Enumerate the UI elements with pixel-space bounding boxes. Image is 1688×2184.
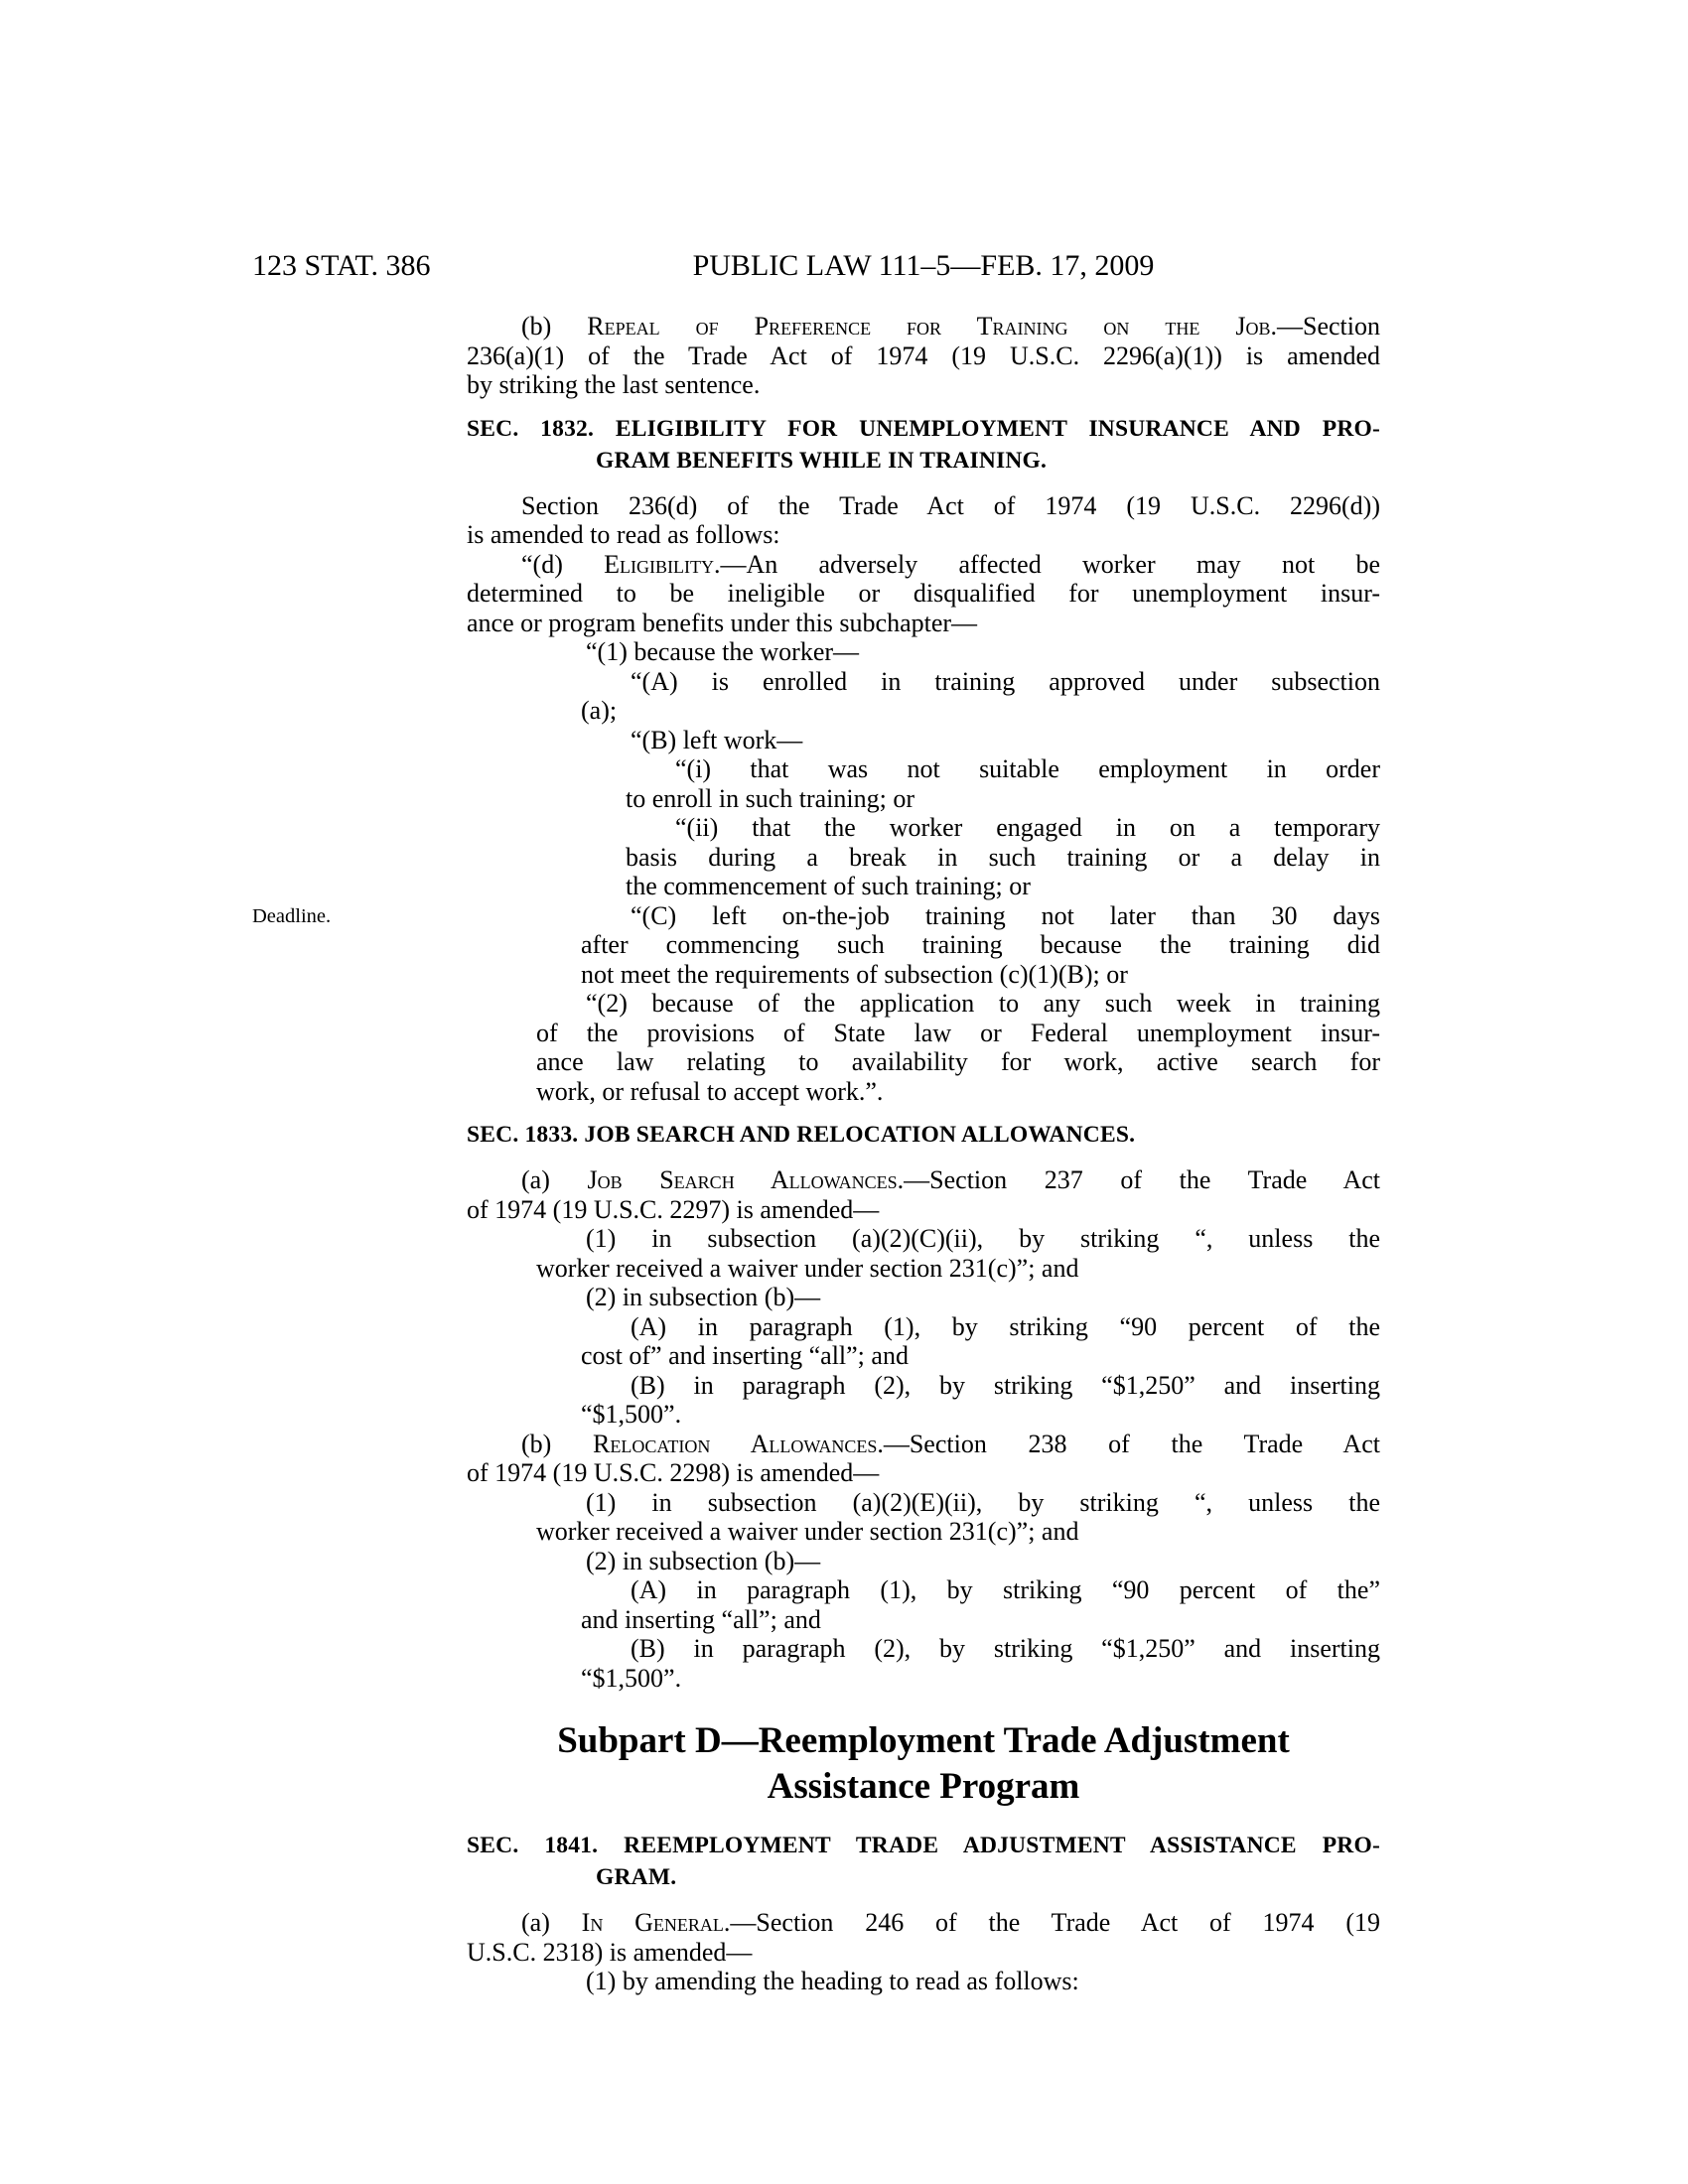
text-line xyxy=(467,1718,1380,1764)
text-line xyxy=(467,784,1380,814)
text-run: Section 236(d) of the Trade Act of 1974 (19 U.S.C. 2296(d)) xyxy=(521,490,1380,520)
text-run: 236(a)(1) of the Trade Act of 1974 (19 U.S.C. 2296(a)(1)) is amended xyxy=(467,341,1380,370)
text-line xyxy=(467,667,1380,697)
text-line xyxy=(467,1830,1380,1861)
small-caps-run: Job Search Allowances xyxy=(587,1165,898,1194)
running-head xyxy=(0,250,1688,286)
text-line xyxy=(467,1664,1380,1694)
text-line xyxy=(467,726,1380,755)
text-run: after commencing such training because the training did xyxy=(581,930,1380,959)
text-run: (1) in subsection (a)(2)(C)(ii), by striking “, unless the xyxy=(586,1224,1380,1253)
text-run: by striking the last sentence. xyxy=(467,370,761,399)
text-line xyxy=(467,579,1380,609)
small-caps-run: Repeal of Preference for Training on the Job xyxy=(587,312,1271,341)
statute-paragraph xyxy=(467,1165,1380,1224)
text-line xyxy=(467,1077,1380,1107)
text-line xyxy=(467,872,1380,901)
statute-paragraph xyxy=(467,813,1380,901)
text-line xyxy=(467,1908,1380,1938)
text-line xyxy=(467,989,1380,1019)
text-run: .—Section 246 of the Trade Act of 1974 (19 xyxy=(723,1908,1380,1937)
statute-body xyxy=(252,312,1380,1996)
small-caps-run: Eligibility xyxy=(604,549,714,579)
text-run: “(2) because of the application to any such week in training xyxy=(586,989,1380,1018)
statute-paragraph xyxy=(467,1371,1380,1430)
text-run: (a) xyxy=(521,1908,582,1937)
text-line xyxy=(467,1019,1380,1048)
text-run: of 1974 (19 U.S.C. 2298) is amended— xyxy=(467,1458,880,1487)
text-run: SEC. 1841. REEMPLOYMENT TRADE ADJUSTMENT ASSISTANCE PRO- xyxy=(467,1833,1380,1858)
text-run: worker received a waiver under section 231(c)”; and xyxy=(536,1253,1079,1283)
statute-paragraph xyxy=(467,1575,1380,1634)
text-line xyxy=(467,1517,1380,1547)
text-run: (1) by amending the heading to read as follows: xyxy=(586,1967,1079,1995)
text-run: of 1974 (19 U.S.C. 2297) is amended— xyxy=(467,1194,880,1224)
text-line xyxy=(467,1488,1380,1518)
text-run: (b) xyxy=(521,312,588,341)
text-run: work, or refusal to accept work.”. xyxy=(536,1076,884,1106)
text-line xyxy=(467,1547,1380,1576)
margin-note: Deadline. xyxy=(252,904,332,927)
statute-paragraph xyxy=(467,312,1380,400)
text-line xyxy=(467,1634,1380,1664)
text-run: basis during a break in such training or a delay in xyxy=(626,842,1380,872)
statute-paragraph xyxy=(252,900,1380,990)
text-run: cost of” and inserting “all”; and xyxy=(581,1341,909,1370)
text-run: (A) in paragraph (1), by striking “90 percent of the” xyxy=(631,1575,1380,1604)
text-run: .—An adversely affected worker may not be xyxy=(714,549,1380,579)
text-line xyxy=(467,1605,1380,1635)
text-line xyxy=(467,1195,1380,1225)
text-run: (a); xyxy=(581,696,618,725)
text-run: the commencement of such training; or xyxy=(626,872,1031,900)
text-line xyxy=(467,413,1380,445)
stat-page-number: 123 STAT. 386 xyxy=(252,249,431,282)
text-line xyxy=(467,1967,1380,1996)
text-run: “(1) because the worker— xyxy=(586,637,860,666)
text-run: ance or program benefits under this subchapter— xyxy=(467,608,978,637)
text-run: “(B) left work— xyxy=(631,725,803,754)
text-run: “(A) is enrolled in training approved under subsection xyxy=(631,666,1380,696)
statute-paragraph xyxy=(467,989,1380,1106)
text-run: .—Section 237 of the Trade Act xyxy=(897,1165,1380,1194)
public-law-title: PUBLIC LAW 111–5—FEB. 17, 2009 xyxy=(692,249,1155,282)
text-run: “$1,500”. xyxy=(581,1400,682,1429)
text-line xyxy=(467,341,1380,371)
text-line xyxy=(467,1938,1380,1968)
statute-paragraph xyxy=(467,550,1380,638)
text-run: GRAM. xyxy=(596,1864,677,1890)
statute-paragraph xyxy=(467,667,1380,726)
section-heading xyxy=(467,1830,1380,1893)
text-run: (b) xyxy=(521,1429,593,1458)
text-line xyxy=(467,1575,1380,1605)
text-line xyxy=(467,1165,1380,1195)
text-line xyxy=(467,550,1380,580)
subpart-heading xyxy=(467,1718,1380,1810)
statute-paragraph xyxy=(467,726,1380,755)
text-run: and inserting “all”; and xyxy=(581,1604,821,1634)
text-line xyxy=(467,930,1380,960)
statute-paragraph xyxy=(467,1634,1380,1693)
text-run: SEC. 1832. ELIGIBILITY FOR UNEMPLOYMENT INSURANCE AND PRO- xyxy=(467,415,1380,442)
statute-paragraph xyxy=(467,1488,1380,1547)
text-run: .—Section xyxy=(1270,312,1380,341)
text-line xyxy=(467,637,1380,667)
text-run: “(i) that was not suitable employment in order xyxy=(675,754,1380,783)
text-line xyxy=(467,312,1380,341)
text-line xyxy=(467,901,1380,931)
text-run: (B) in paragraph (2), by striking “$1,250” and inserting xyxy=(631,1634,1380,1663)
text-run: “(ii) that the worker engaged in on a temporary xyxy=(675,813,1380,842)
text-run: (1) in subsection (a)(2)(E)(ii), by striking “, unless the xyxy=(586,1487,1380,1517)
statute-paragraph xyxy=(467,637,1380,667)
section-heading xyxy=(467,1119,1380,1151)
text-line xyxy=(467,1400,1380,1430)
text-run: “(d) xyxy=(521,549,605,579)
text-run: worker received a waiver under section 231(c)”; and xyxy=(536,1517,1079,1546)
text-run: ance law relating to availability for work, active search for xyxy=(536,1047,1380,1076)
text-run: (A) in paragraph (1), by striking “90 percent of the xyxy=(631,1311,1380,1341)
text-line xyxy=(467,754,1380,784)
statute-paragraph xyxy=(467,1908,1380,1967)
text-line xyxy=(467,445,1380,477)
text-run: determined to be ineligible or disqualified for unemployment insur- xyxy=(467,579,1380,608)
text-run: (B) in paragraph (2), by striking “$1,250” and inserting xyxy=(631,1370,1380,1400)
text-run: .—Section 238 of the Trade Act xyxy=(877,1429,1380,1458)
statute-paragraph xyxy=(467,754,1380,813)
text-line xyxy=(467,370,1380,400)
statute-paragraph xyxy=(467,1312,1380,1371)
text-line xyxy=(467,1312,1380,1342)
text-run: GRAM BENEFITS WHILE IN TRAINING. xyxy=(596,447,1048,474)
text-line xyxy=(467,609,1380,638)
text-line xyxy=(467,696,1380,726)
text-run: Assistance Program xyxy=(767,1766,1080,1807)
text-run: not meet the requirements of subsection (c)(1)(B); or xyxy=(581,959,1128,989)
text-run: (2) in subsection (b)— xyxy=(586,1546,821,1575)
text-run: “(C) left on-the-job training not later than 30 days xyxy=(631,900,1380,930)
text-line xyxy=(467,520,1380,550)
text-run: is amended to read as follows: xyxy=(467,520,780,549)
section-heading xyxy=(467,413,1380,477)
text-line xyxy=(467,491,1380,521)
text-line xyxy=(467,1254,1380,1284)
text-line xyxy=(467,960,1380,990)
statute-paragraph xyxy=(467,1430,1380,1488)
text-line xyxy=(467,1861,1380,1893)
text-line xyxy=(467,1283,1380,1312)
text-run: (2) in subsection (b)— xyxy=(586,1283,821,1311)
text-run: “$1,500”. xyxy=(581,1663,682,1693)
statute-paragraph xyxy=(467,1224,1380,1283)
text-run: to enroll in such training; or xyxy=(626,783,915,813)
statute-paragraph xyxy=(467,1967,1380,1996)
statute-paragraph xyxy=(467,491,1380,550)
text-line xyxy=(467,1119,1380,1151)
text-line xyxy=(467,1764,1380,1810)
text-line xyxy=(467,813,1380,843)
text-line xyxy=(467,1341,1380,1371)
text-line xyxy=(467,1224,1380,1254)
text-run: U.S.C. 2318) is amended— xyxy=(467,1937,753,1967)
text-run: of the provisions of State law or Federal unemployment insur- xyxy=(536,1018,1380,1047)
text-run: Subpart D—Reemployment Trade Adjustment xyxy=(557,1720,1290,1761)
text-line xyxy=(467,1458,1380,1488)
text-run: SEC. 1833. JOB SEARCH AND RELOCATION ALLOWANCES. xyxy=(467,1122,1136,1148)
small-caps-run: In General xyxy=(581,1908,724,1937)
statute-paragraph xyxy=(467,1283,1380,1312)
text-line xyxy=(467,1430,1380,1459)
text-run: (a) xyxy=(521,1165,588,1194)
text-line xyxy=(467,1371,1380,1401)
small-caps-run: Relocation Allowances xyxy=(593,1429,878,1458)
statute-paragraph xyxy=(467,1547,1380,1576)
text-line xyxy=(467,1047,1380,1077)
text-line xyxy=(467,843,1380,873)
